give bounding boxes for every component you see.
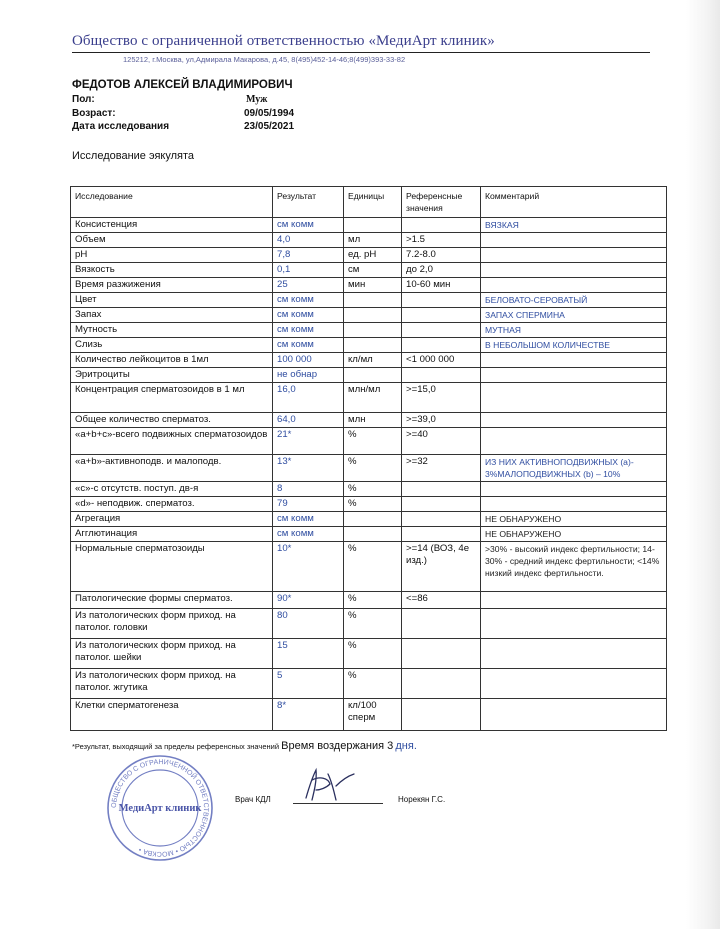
cell-reference bbox=[402, 368, 481, 383]
cell-units: см bbox=[344, 263, 402, 278]
cell-reference bbox=[402, 308, 481, 323]
cell-comment: МУТНАЯ bbox=[481, 323, 667, 338]
signature-icon bbox=[292, 766, 372, 806]
cell-study: Патологические формы сперматоз. bbox=[71, 592, 273, 609]
cell-result: 80 bbox=[273, 609, 344, 639]
cell-result: 10* bbox=[273, 542, 344, 592]
cell-comment bbox=[481, 233, 667, 248]
cell-study: Из патологических форм приход. на патолог. шейки bbox=[71, 639, 273, 669]
cell-units: % bbox=[344, 592, 402, 609]
cell-comment: В НЕБОЛЬШОМ КОЛИЧЕСТВЕ bbox=[481, 338, 667, 353]
organization-address: 125212, г.Москва, ул,Адмирала Макарова, д.45, 8(495)452-14-46;8(499)393-33-82 bbox=[123, 55, 406, 64]
cell-result: 90* bbox=[273, 592, 344, 609]
table-row bbox=[71, 368, 667, 383]
cell-study: Слизь bbox=[71, 338, 273, 353]
cell-comment: >30% - высокий индекс фертильности; 14-30% - средний индекс фертильности; <14% низкий индекс фертильности. bbox=[481, 542, 667, 592]
cell-study: Объем bbox=[71, 233, 273, 248]
cell-comment bbox=[481, 368, 667, 383]
cell-reference: до 2,0 bbox=[402, 263, 481, 278]
stamp-ring-text: ОБЩЕСТВО С ОГРАНИЧЕННОЙ ОТВЕТСТВЕННОСТЬЮ • МОСКВА • bbox=[110, 758, 210, 858]
cell-result: 79 bbox=[273, 497, 344, 512]
cell-comment: ИЗ НИХ АКТИВНОПОДВИЖНЫХ (а)- 3%МАЛОПОДВИЖНЫХ (b) – 10% bbox=[481, 455, 667, 482]
cell-result: 4,0 bbox=[273, 233, 344, 248]
cell-reference bbox=[402, 639, 481, 669]
cell-comment: ЗАПАХ СПЕРМИНА bbox=[481, 308, 667, 323]
cell-study: Клетки сперматогенеза bbox=[71, 699, 273, 731]
cell-units bbox=[344, 527, 402, 542]
cell-units: кл/мл bbox=[344, 353, 402, 368]
table-row bbox=[71, 592, 667, 609]
table-header-row bbox=[71, 187, 667, 218]
cell-units: % bbox=[344, 428, 402, 455]
header-reference: Референсные значения bbox=[402, 187, 481, 218]
cell-units bbox=[344, 338, 402, 353]
patient-name: ФЕДОТОВ АЛЕКСЕЙ ВЛАДИМИРОВИЧ bbox=[72, 79, 293, 91]
cell-comment bbox=[481, 413, 667, 428]
cell-comment bbox=[481, 592, 667, 609]
date-value: 23/05/2021 bbox=[244, 121, 295, 132]
cell-study: «d»- неподвиж. сперматоз. bbox=[71, 497, 273, 512]
cell-units: % bbox=[344, 542, 402, 592]
cell-units: ед. pH bbox=[344, 248, 402, 263]
table-row bbox=[71, 353, 667, 368]
footnote bbox=[72, 740, 417, 752]
cell-units bbox=[344, 293, 402, 308]
cell-units: мл bbox=[344, 233, 402, 248]
cell-comment bbox=[481, 497, 667, 512]
cell-comment bbox=[481, 482, 667, 497]
table-row bbox=[71, 308, 667, 323]
cell-units: кл/100 сперм bbox=[344, 699, 402, 731]
cell-result: 13* bbox=[273, 455, 344, 482]
header-units: Единицы bbox=[344, 187, 402, 218]
results-table bbox=[70, 186, 667, 731]
stamp-inner-text: МедиАрт клиник bbox=[118, 803, 202, 814]
cell-result: см комм bbox=[273, 218, 344, 233]
cell-result: не обнар bbox=[273, 368, 344, 383]
header-comment: Комментарий bbox=[481, 187, 667, 218]
cell-study: «а+b+c»-всего подвижных сперматозоидов bbox=[71, 428, 273, 455]
cell-reference bbox=[402, 699, 481, 731]
header-result: Результат bbox=[273, 187, 344, 218]
cell-reference bbox=[402, 482, 481, 497]
footnote-text: *Результат, выходящий за пределы референсных значений bbox=[72, 742, 280, 751]
cell-comment bbox=[481, 669, 667, 699]
cell-reference: <1 000 000 bbox=[402, 353, 481, 368]
cell-reference: >1.5 bbox=[402, 233, 481, 248]
cell-study: Из патологических форм приход. на патолог. жгутика bbox=[71, 669, 273, 699]
cell-reference bbox=[402, 512, 481, 527]
table-row bbox=[71, 482, 667, 497]
cell-study: Количество лейкоцитов в 1мл bbox=[71, 353, 273, 368]
table-row bbox=[71, 527, 667, 542]
cell-units: % bbox=[344, 455, 402, 482]
table-row bbox=[71, 413, 667, 428]
cell-reference bbox=[402, 527, 481, 542]
cell-reference bbox=[402, 218, 481, 233]
table-row bbox=[71, 233, 667, 248]
signature-line bbox=[293, 803, 383, 804]
cell-reference bbox=[402, 497, 481, 512]
table-row bbox=[71, 293, 667, 308]
cell-result: см комм bbox=[273, 293, 344, 308]
cell-result: 0,1 bbox=[273, 263, 344, 278]
cell-result: 21* bbox=[273, 428, 344, 455]
cell-reference bbox=[402, 609, 481, 639]
cell-result: 8* bbox=[273, 699, 344, 731]
cell-result: 8 bbox=[273, 482, 344, 497]
cell-result: 100 000 bbox=[273, 353, 344, 368]
table-row bbox=[71, 639, 667, 669]
cell-units bbox=[344, 512, 402, 527]
cell-units bbox=[344, 368, 402, 383]
cell-reference: 10-60 мин bbox=[402, 278, 481, 293]
cell-reference: >=14 (ВОЗ, 4е изд.) bbox=[402, 542, 481, 592]
table-row bbox=[71, 248, 667, 263]
table-row bbox=[71, 609, 667, 639]
cell-study: «с»-с отсутств. поступ. дв-я bbox=[71, 482, 273, 497]
cell-units: млн/мл bbox=[344, 383, 402, 413]
cell-study: Агглютинация bbox=[71, 527, 273, 542]
cell-reference bbox=[402, 338, 481, 353]
abstinence-text: Время воздержания 3 bbox=[281, 740, 394, 752]
cell-study: Вязкость bbox=[71, 263, 273, 278]
table-row bbox=[71, 512, 667, 527]
cell-units bbox=[344, 323, 402, 338]
cell-study: Мутность bbox=[71, 323, 273, 338]
table-row bbox=[71, 263, 667, 278]
cell-comment bbox=[481, 383, 667, 413]
cell-result: см комм bbox=[273, 323, 344, 338]
cell-comment bbox=[481, 353, 667, 368]
cell-units: млн bbox=[344, 413, 402, 428]
cell-result: 16,0 bbox=[273, 383, 344, 413]
cell-comment bbox=[481, 639, 667, 669]
cell-comment bbox=[481, 428, 667, 455]
doctor-label: Врач КДЛ bbox=[235, 795, 271, 804]
table-row bbox=[71, 218, 667, 233]
cell-reference: >=15,0 bbox=[402, 383, 481, 413]
cell-study: Консистенция bbox=[71, 218, 273, 233]
cell-result: см комм bbox=[273, 308, 344, 323]
cell-result: 15 bbox=[273, 639, 344, 669]
cell-result: 5 bbox=[273, 669, 344, 699]
cell-comment: БЕЛОВАТО-СЕРОВАТЫЙ bbox=[481, 293, 667, 308]
cell-comment: НЕ ОБНАРУЖЕНО bbox=[481, 512, 667, 527]
cell-units bbox=[344, 308, 402, 323]
cell-result: 7,8 bbox=[273, 248, 344, 263]
doctor-signature bbox=[292, 766, 372, 811]
cell-study: Из патологических форм приход. на патолог. головки bbox=[71, 609, 273, 639]
cell-comment bbox=[481, 609, 667, 639]
cell-reference bbox=[402, 669, 481, 699]
cell-result: см комм bbox=[273, 527, 344, 542]
cell-result: 64,0 bbox=[273, 413, 344, 428]
cell-study: Концентрация сперматозоидов в 1 мл bbox=[71, 383, 273, 413]
table-row bbox=[71, 338, 667, 353]
cell-result: см комм bbox=[273, 512, 344, 527]
cell-reference: >=32 bbox=[402, 455, 481, 482]
table-row bbox=[71, 497, 667, 512]
cell-reference: <=86 bbox=[402, 592, 481, 609]
cell-reference bbox=[402, 293, 481, 308]
cell-units: % bbox=[344, 639, 402, 669]
cell-study: Время разжижения bbox=[71, 278, 273, 293]
cell-study: pH bbox=[71, 248, 273, 263]
cell-study: Эритроциты bbox=[71, 368, 273, 383]
sex-label: Пол: bbox=[72, 94, 95, 105]
table-row bbox=[71, 278, 667, 293]
doctor-name: Норекян Г.С. bbox=[398, 795, 446, 804]
cell-comment bbox=[481, 278, 667, 293]
header-study: Исследование bbox=[71, 187, 273, 218]
cell-study: Запах bbox=[71, 308, 273, 323]
cell-units: % bbox=[344, 609, 402, 639]
page-edge-shadow bbox=[686, 0, 720, 929]
cell-study: Общее количество сперматоз. bbox=[71, 413, 273, 428]
cell-study: Нормальные сперматозоиды bbox=[71, 542, 273, 592]
organization-title: Общество с ограниченной ответственностью «МедиАрт клиник» bbox=[72, 33, 495, 49]
cell-study: «а+b»-активноподв. и малоподв. bbox=[71, 455, 273, 482]
sex-value: Муж bbox=[246, 94, 268, 105]
cell-comment bbox=[481, 699, 667, 731]
table-row bbox=[71, 699, 667, 731]
cell-units: % bbox=[344, 497, 402, 512]
header-divider bbox=[72, 52, 650, 53]
clinic-stamp bbox=[104, 753, 216, 868]
cell-reference: 7.2-8.0 bbox=[402, 248, 481, 263]
study-title: Исследование эякулята bbox=[72, 150, 195, 162]
cell-result: см комм bbox=[273, 338, 344, 353]
table-row bbox=[71, 323, 667, 338]
table-row bbox=[71, 669, 667, 699]
cell-reference: >=40 bbox=[402, 428, 481, 455]
cell-units: % bbox=[344, 669, 402, 699]
cell-reference bbox=[402, 323, 481, 338]
cell-units bbox=[344, 218, 402, 233]
age-value: 09/05/1994 bbox=[244, 108, 295, 119]
cell-comment bbox=[481, 263, 667, 278]
cell-comment bbox=[481, 248, 667, 263]
age-label: Возраст: bbox=[72, 108, 116, 119]
cell-reference: >=39,0 bbox=[402, 413, 481, 428]
table-row bbox=[71, 383, 667, 413]
table-row bbox=[71, 428, 667, 455]
cell-comment: НЕ ОБНАРУЖЕНО bbox=[481, 527, 667, 542]
cell-result: 25 bbox=[273, 278, 344, 293]
cell-units: мин bbox=[344, 278, 402, 293]
cell-comment: ВЯЗКАЯ bbox=[481, 218, 667, 233]
abstinence-unit: дня. bbox=[395, 740, 417, 752]
table-row bbox=[71, 542, 667, 592]
date-label: Дата исследования bbox=[72, 121, 170, 132]
cell-units: % bbox=[344, 482, 402, 497]
stamp-icon bbox=[104, 753, 216, 863]
cell-study: Агрегация bbox=[71, 512, 273, 527]
table-row bbox=[71, 455, 667, 482]
cell-study: Цвет bbox=[71, 293, 273, 308]
